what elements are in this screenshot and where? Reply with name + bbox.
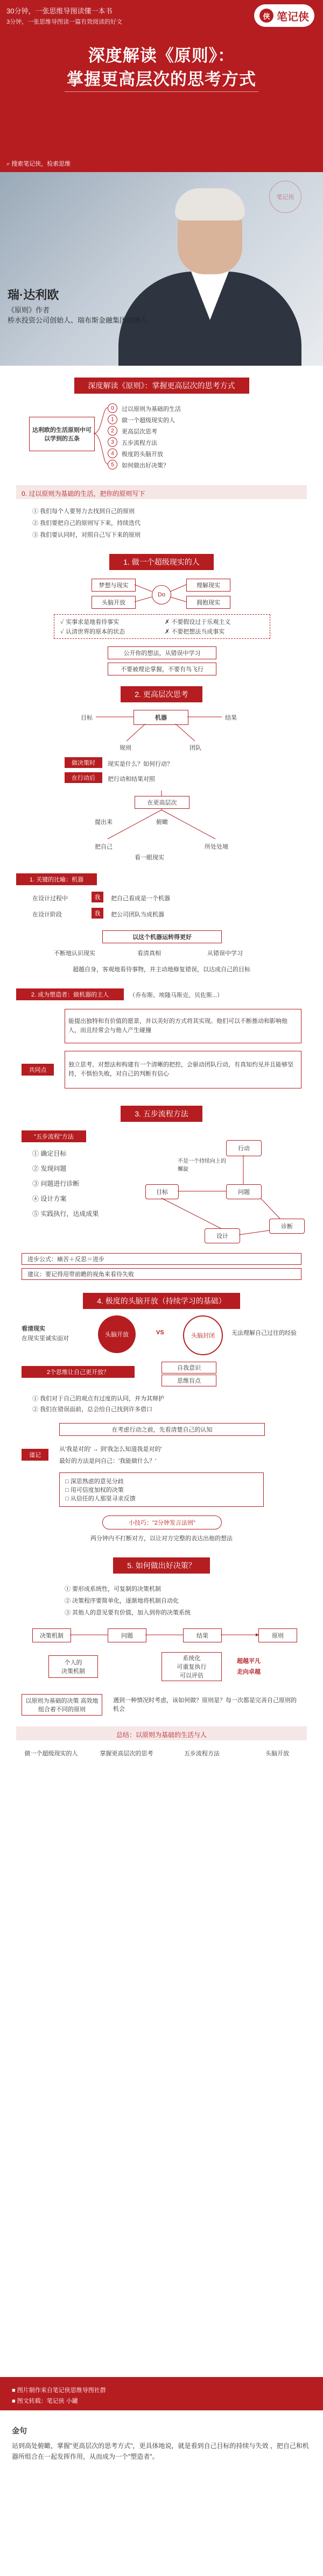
intro-item-text: 极度的头脑开放 bbox=[122, 451, 163, 458]
s2b-row-me: 我 bbox=[92, 892, 103, 902]
s2-look: 俯瞰 bbox=[156, 819, 168, 826]
intro-item-num: 4 bbox=[108, 449, 117, 458]
footer-note-1: ■ 图片制作来自笔记侠思维导图社群 bbox=[12, 2387, 106, 2394]
intro-item-num: 5 bbox=[108, 460, 117, 469]
s4-tip-title: 小技巧："2分钟发言法则" bbox=[102, 1515, 222, 1529]
s4-method-3: □ 从信任的人那里寻求反馈 bbox=[65, 1496, 136, 1502]
s5-flow-right bbox=[162, 1652, 222, 1681]
s3-cycle-problem: 问题 bbox=[226, 1184, 262, 1199]
s5-arrows bbox=[0, 366, 323, 1710]
s1-tip-4: ✗ 不要把想法当成事实 bbox=[165, 629, 225, 635]
s1-box-understand: 理解现实 bbox=[186, 579, 230, 592]
s2-q2-text: 把行动和结果对照 bbox=[108, 776, 155, 782]
intro-item-text: 五步流程方法 bbox=[122, 440, 157, 446]
s1-bottom-1: 公开你的想法，从错误中学习 bbox=[108, 646, 216, 659]
s0-point: ③ 我们要认同时，对照自己写下来的原则 bbox=[32, 532, 141, 538]
s2b-row-desc: 把自己看成是一个机器 bbox=[111, 895, 170, 902]
s1-tip-3: ✓ 认清世界的原本的状态 bbox=[60, 629, 125, 635]
s0-point: ① 我们每个人要努力去找到自己的原则 bbox=[32, 508, 135, 515]
intro-item-num: 1 bbox=[108, 415, 117, 424]
s2-see: 所处处境 bbox=[205, 844, 228, 850]
s2b-row-phase: 在设计阶段 bbox=[32, 912, 62, 918]
watermark-stamp: 笔记侠 bbox=[269, 181, 301, 213]
s4-right-title: 无法理解自己过往的经验 bbox=[231, 1330, 297, 1336]
footer bbox=[0, 2377, 323, 2576]
s5-flow-left bbox=[48, 1655, 98, 1678]
s1-title: 1. 做一个超级现实的人 bbox=[0, 554, 323, 570]
summary-item: 掌握更高层次的思考 bbox=[100, 1750, 153, 1757]
s2b-outcome: 超越自身，客观地看待事物，并主动地修复错误，以达成自己的目标 bbox=[73, 966, 250, 973]
s1-tip-1: ✓ 实事求是地看待事实 bbox=[60, 619, 120, 625]
s5-d2: 问题 bbox=[108, 1628, 146, 1642]
brand-logo[interactable] bbox=[254, 4, 314, 27]
intro-item-text: 做一个超级现实的人 bbox=[122, 417, 175, 424]
s2-team: 团队 bbox=[189, 745, 201, 751]
author-role-book: 《原则》作者 bbox=[8, 306, 50, 314]
intro-left-box: 达利欧的生活原则中可以学到的五条 bbox=[29, 417, 95, 451]
logo-text: 笔记侠 bbox=[277, 11, 309, 23]
intro-item-text: 更高层次思考 bbox=[122, 429, 157, 435]
s0-title: 0. 过以原则为基础的生活，把你的原则写下 bbox=[22, 490, 145, 497]
s4-a2: 思维盲点 bbox=[162, 1375, 216, 1386]
header-slogan: 30分钟，一张思维导图读懂一本书 bbox=[6, 7, 113, 15]
s3-step: ④ 设计方案 bbox=[32, 1195, 67, 1202]
s5-title: 5. 如何做出好决策？ bbox=[0, 1557, 323, 1574]
search-hint[interactable] bbox=[6, 159, 71, 168]
s3-step: ⑤ 实践执行，达成成果 bbox=[32, 1210, 99, 1218]
s2b-sub-note: （乔布斯、埃隆马斯克、贝佐斯...） bbox=[129, 992, 223, 999]
page-title-line1: 深度解读《原则》： bbox=[88, 46, 235, 65]
s2-q1-text: 现实是什么？如何行动？ bbox=[108, 761, 173, 767]
s2b-grid-3: 从错误中学习 bbox=[207, 950, 243, 957]
s2b-grid-2: 看清真相 bbox=[137, 950, 161, 957]
s3-step: ① 确定目标 bbox=[32, 1150, 67, 1157]
s5-d1: 决策机制 bbox=[32, 1628, 71, 1642]
quote-text: 站到高处俯瞰，掌握"更高层次的思考方式"，更具体地说，就是看到自己目标的持续与失效 ，把自己和机器所组合在一起发挥作用，从而成为一个"塑造者"。 bbox=[12, 2442, 309, 2460]
s2-higher: 在更高层次 bbox=[135, 796, 189, 809]
s2-q2-label: 在行动后 bbox=[65, 772, 102, 783]
s5-point: ③ 其他人的意见要有价值，加入到你的决策系统 bbox=[65, 1610, 191, 1616]
s2b-grid-1: 不断地认识现实 bbox=[54, 950, 95, 957]
s4-title: 4. 极度的头脑开放（持续学习的基础） bbox=[0, 1293, 323, 1309]
s3-advance-b: 建议：要记得用带前瞻的视角来看待失败 bbox=[22, 1268, 301, 1280]
s4-q1: 2个思维让自己更开放？ bbox=[22, 1366, 135, 1378]
summary-title: 总结：以原则为基础的生活与人 bbox=[116, 1731, 207, 1739]
s5-point: ② 决策程序要简单化，逐渐地将机制自动化 bbox=[65, 1598, 179, 1604]
s2b-row-phase: 在设计过程中 bbox=[32, 895, 68, 902]
s1-box-dream: 梦想与现实 bbox=[92, 579, 136, 592]
footer-note-2: ■ 图文转载：笔记侠 小罐 bbox=[12, 2398, 78, 2404]
summary-item: 做一个超级现实的人 bbox=[24, 1750, 78, 1757]
author-role-company: 桥水投资公司创始人、瑞布斯金融集团创始人 bbox=[8, 316, 148, 324]
s4-left-sub: 在现实里诚实面对 bbox=[22, 1335, 69, 1342]
s4-a1: 自我意识 bbox=[162, 1362, 216, 1374]
s4-tip-text: 两分钟内不打断对方，以让对方完整的表达出他的想法 bbox=[90, 1535, 233, 1542]
intro-item-num: 3 bbox=[108, 437, 117, 447]
s5-bottom-1: 以原则为基础的决策 高效地组合着不同的原则 bbox=[22, 1694, 102, 1716]
s2b-row-me: 我 bbox=[92, 908, 103, 919]
s3-cycle-action: 行动 bbox=[226, 1140, 262, 1156]
s3-advance-a: 进步公式：痛苦＋反思＝进步 bbox=[22, 1253, 301, 1265]
s5-compare: 超越平凡 bbox=[237, 1658, 261, 1664]
s2-fire: 提出来 bbox=[95, 819, 113, 826]
s5-flow-l1: 个人的 bbox=[64, 1660, 82, 1666]
header-banner bbox=[0, 0, 323, 172]
s1-tip-2: ✗ 不要假设过于乐观主义 bbox=[165, 619, 231, 625]
s4-left-title: 看清现实 bbox=[22, 1326, 45, 1332]
s3-cycle-design: 设计 bbox=[205, 1228, 240, 1243]
intro-item-text: 如何做出好决策？ bbox=[122, 462, 169, 469]
summary-item: 头脑开放 bbox=[265, 1750, 289, 1757]
portrait-hair bbox=[175, 188, 245, 220]
s4-method-1: □ 深思熟虑的意见分歧 bbox=[65, 1478, 124, 1485]
s5-flow-l2: 决策机制 bbox=[61, 1668, 85, 1675]
s3-cycle-diagnose: 诊断 bbox=[269, 1219, 305, 1234]
logo-mark-icon: 侠 bbox=[259, 9, 273, 23]
header-tagline: 3分钟，一张思维导图读一篇有效阅读的好文 bbox=[6, 19, 123, 25]
s4-memo-label: 谨记 bbox=[22, 1449, 48, 1461]
s1-box-embrace: 拥抱现实 bbox=[186, 596, 230, 609]
quote-heading: 金句 bbox=[12, 2426, 27, 2435]
intro-item-num: 0 bbox=[108, 403, 117, 413]
s2-result: 结果 bbox=[225, 715, 237, 721]
s3-title: 3. 五步流程方法 bbox=[0, 1106, 323, 1122]
s2b-sub-title: 2. 成为塑造者：做机器的主人 bbox=[16, 988, 124, 1000]
s1-bottom-2: 不要被理论掌握，不要有鸟飞行 bbox=[108, 663, 216, 675]
search-hint-text: 搜索笔记侠，检索思维 bbox=[11, 161, 71, 167]
s4-circle-open: 头脑开放 bbox=[98, 1315, 136, 1353]
s2b-common-label: 共同点 bbox=[22, 1064, 54, 1076]
s3-note: 不是一个持续向上的螺旋 bbox=[178, 1158, 226, 1172]
author-name: 瑞·达利欧 bbox=[8, 288, 59, 302]
s2-goal: 目标 bbox=[81, 715, 93, 721]
s4-line-2: ② 我们在错误面前，总会给自己找到许多借口 bbox=[32, 1406, 153, 1413]
s4-memo-2: 最好的方法是问自己：'我能做什么？' bbox=[59, 1458, 157, 1464]
s5-compare2: 走向卓越 bbox=[237, 1669, 261, 1675]
s3-list-title: "五步流程"方法 bbox=[22, 1130, 86, 1142]
s1-do-center: Do bbox=[152, 585, 171, 604]
s5-point: ① 要形成系统性，可复制的决策机制 bbox=[65, 1586, 162, 1592]
s4-memo-1: 从'我是对的' → 到'我怎么知道我是对的' bbox=[59, 1446, 162, 1453]
s5-d3: 结果 bbox=[183, 1628, 222, 1642]
s2b-common: 独立思考、对想法和构建有一个清晰的把控，会驱动团队行动，有真知灼见并且能够坚持，不惧怕失败，对自己的判断有信心 bbox=[65, 1051, 301, 1088]
s2b-mid: 以这个机器运转得更好 bbox=[102, 930, 222, 943]
intro-title: 深度解读《原则》：掌握更高层次的思考方式 bbox=[0, 378, 323, 394]
s2b-key-title: 1. 关键的比喻：机器 bbox=[16, 873, 97, 885]
s5-flow-r2: 可重复执行 bbox=[177, 1664, 207, 1670]
s0-point: ② 我们要把自己的原则写下来，持续迭代 bbox=[32, 520, 141, 526]
page-title-line2: 掌握更高层次的思考方式 bbox=[67, 70, 256, 89]
s3-cycle-goal: 目标 bbox=[145, 1184, 179, 1199]
mind-map-content bbox=[0, 366, 323, 2377]
s4-line-1: ① 我们对于自己的观点有过度的认同，并为其辩护 bbox=[32, 1396, 165, 1402]
s2-title: 2. 更高层次思考 bbox=[0, 686, 323, 702]
s4-q2: 在考虑行动之前，先看清楚自己的认知 bbox=[59, 1423, 265, 1436]
s2-q1-label: 做决策时 bbox=[65, 757, 102, 768]
s5-bottom-2: 遇到一种情况时考虑，该如何做？原则是？每一次都是完善自己原则的机会 bbox=[113, 1697, 297, 1712]
summary-item: 五步流程方法 bbox=[184, 1750, 220, 1757]
s4-circle-closed: 头脑封闭 bbox=[183, 1315, 223, 1355]
s1-box-open: 头脑开放 bbox=[92, 596, 136, 609]
intro-item-num: 2 bbox=[108, 426, 117, 436]
s5-d4: 原则 bbox=[258, 1628, 297, 1642]
s2-rule: 规则 bbox=[120, 745, 131, 751]
author-photo bbox=[0, 172, 323, 366]
title-divider bbox=[65, 91, 258, 92]
s3-step: ② 发现问题 bbox=[32, 1165, 67, 1172]
s2-machine: 机器 bbox=[134, 710, 188, 725]
s4-method-2: □ 用可信度加权的决策 bbox=[65, 1487, 124, 1493]
search-icon: ⌕ bbox=[6, 161, 12, 167]
s5-flow-r3: 可以评估 bbox=[180, 1673, 203, 1679]
s3-step: ③ 问题进行诊断 bbox=[32, 1180, 80, 1187]
s2-lower: 看一眼现实 bbox=[135, 855, 164, 861]
s2b-row-desc: 把公司团队当成机器 bbox=[111, 912, 164, 918]
s2-me: 把自己 bbox=[95, 844, 113, 850]
intro-item-text: 过以原则为基础的生活 bbox=[122, 406, 181, 412]
s5-flow-r1: 系统化 bbox=[182, 1655, 201, 1662]
s4-vs: VS bbox=[156, 1329, 164, 1336]
s2b-shaper: 能提出独特和有价值的愿景，并以美好的方式将其实现。他们可以不断推动和影响他人，而且经常会与他人产生碰撞 bbox=[65, 1009, 301, 1043]
